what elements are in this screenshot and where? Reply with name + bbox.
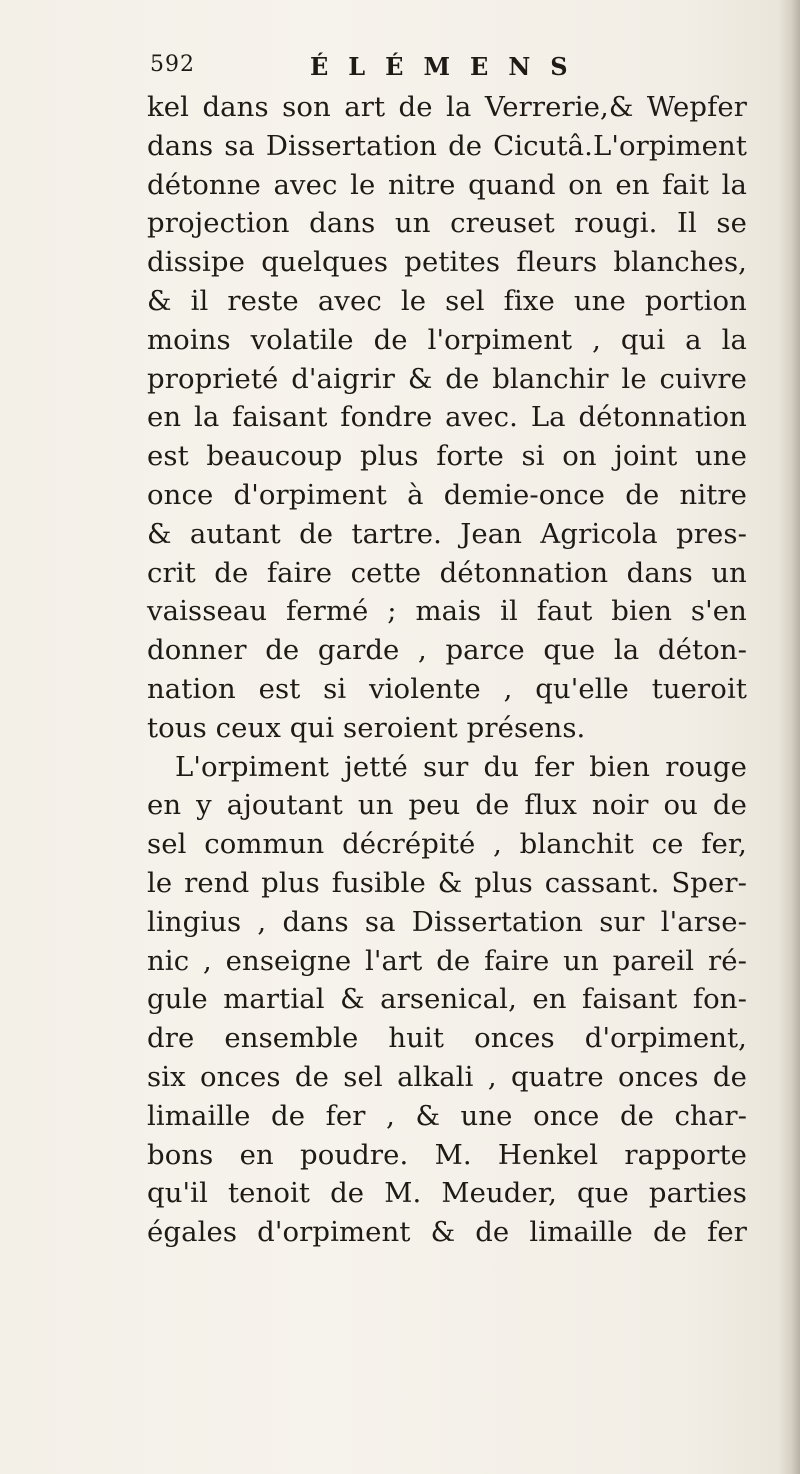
text-line: le rend plus fusible & plus cassant. Sper- — [147, 866, 747, 899]
text-line: dissipe quelques petites fleurs blanches, — [147, 246, 747, 279]
text-line: once d'orpiment à demie-once de nitre — [147, 478, 747, 511]
text-line: proprieté d'aigrir & de blanchir le cuivre — [147, 362, 747, 395]
text-line: détonne avec le nitre quand on en fait la — [147, 168, 747, 201]
page-number: 592 — [150, 52, 195, 77]
text-line: sel commun décrépité , blanchit ce fer, — [147, 828, 747, 861]
text-line: est beaucoup plus forte si on joint une — [147, 440, 747, 473]
text-line: nation est si violente , qu'elle tueroit — [147, 672, 747, 705]
body-text — [147, 88, 747, 1252]
text-line: crit de faire cette détonnation dans un — [147, 556, 747, 589]
text-line: en y ajoutant un peu de flux noir ou de — [147, 789, 747, 822]
text-line: vaisseau fermé ; mais il faut bien s'en — [147, 595, 747, 628]
text-line: lingius , dans sa Dissertation sur l'arse- — [147, 905, 747, 938]
text-line: bons en poudre. M. Henkel rapporte — [147, 1138, 747, 1171]
text-line: nic , enseigne l'art de faire un pareil ré- — [147, 944, 747, 977]
text-line: dans sa Dissertation de Cicutâ.L'orpiment — [147, 129, 747, 162]
text-line: projection dans un creuset rougi. Il se — [147, 207, 747, 240]
text-line: & il reste avec le sel fixe une portion — [147, 284, 747, 317]
paragraph-start-line: L'orpiment jetté sur du fer bien rouge — [175, 750, 747, 783]
paragraph-end-line: tous ceux qui seroient présens. — [147, 711, 586, 744]
text-line: gule martial & arsenical, en faisant fon- — [147, 983, 747, 1016]
text-line: & autant de tartre. Jean Agricola pres- — [147, 517, 747, 550]
text-line: dre ensemble huit onces d'orpiment, — [147, 1022, 747, 1055]
text-line: kel dans son art de la Verrerie,& Wepfer — [147, 91, 747, 123]
running-title: ÉLÉMENS — [310, 52, 588, 81]
page-header — [150, 52, 710, 92]
text-line: six onces de sel alkali , quatre onces de — [147, 1060, 747, 1093]
text-line: égales d'orpiment & de limaille de fer — [147, 1216, 747, 1249]
text-line: limaille de fer , & une once de char- — [147, 1099, 747, 1132]
text-line: qu'il tenoit de M. Meuder, que parties — [147, 1177, 747, 1210]
text-line: donner de garde , parce que la déton- — [147, 634, 747, 667]
page-edge-shadow — [778, 0, 800, 1474]
text-line: moins volatile de l'orpiment , qui a la — [147, 323, 747, 356]
text-line: en la faisant fondre avec. La détonnation — [147, 401, 747, 434]
